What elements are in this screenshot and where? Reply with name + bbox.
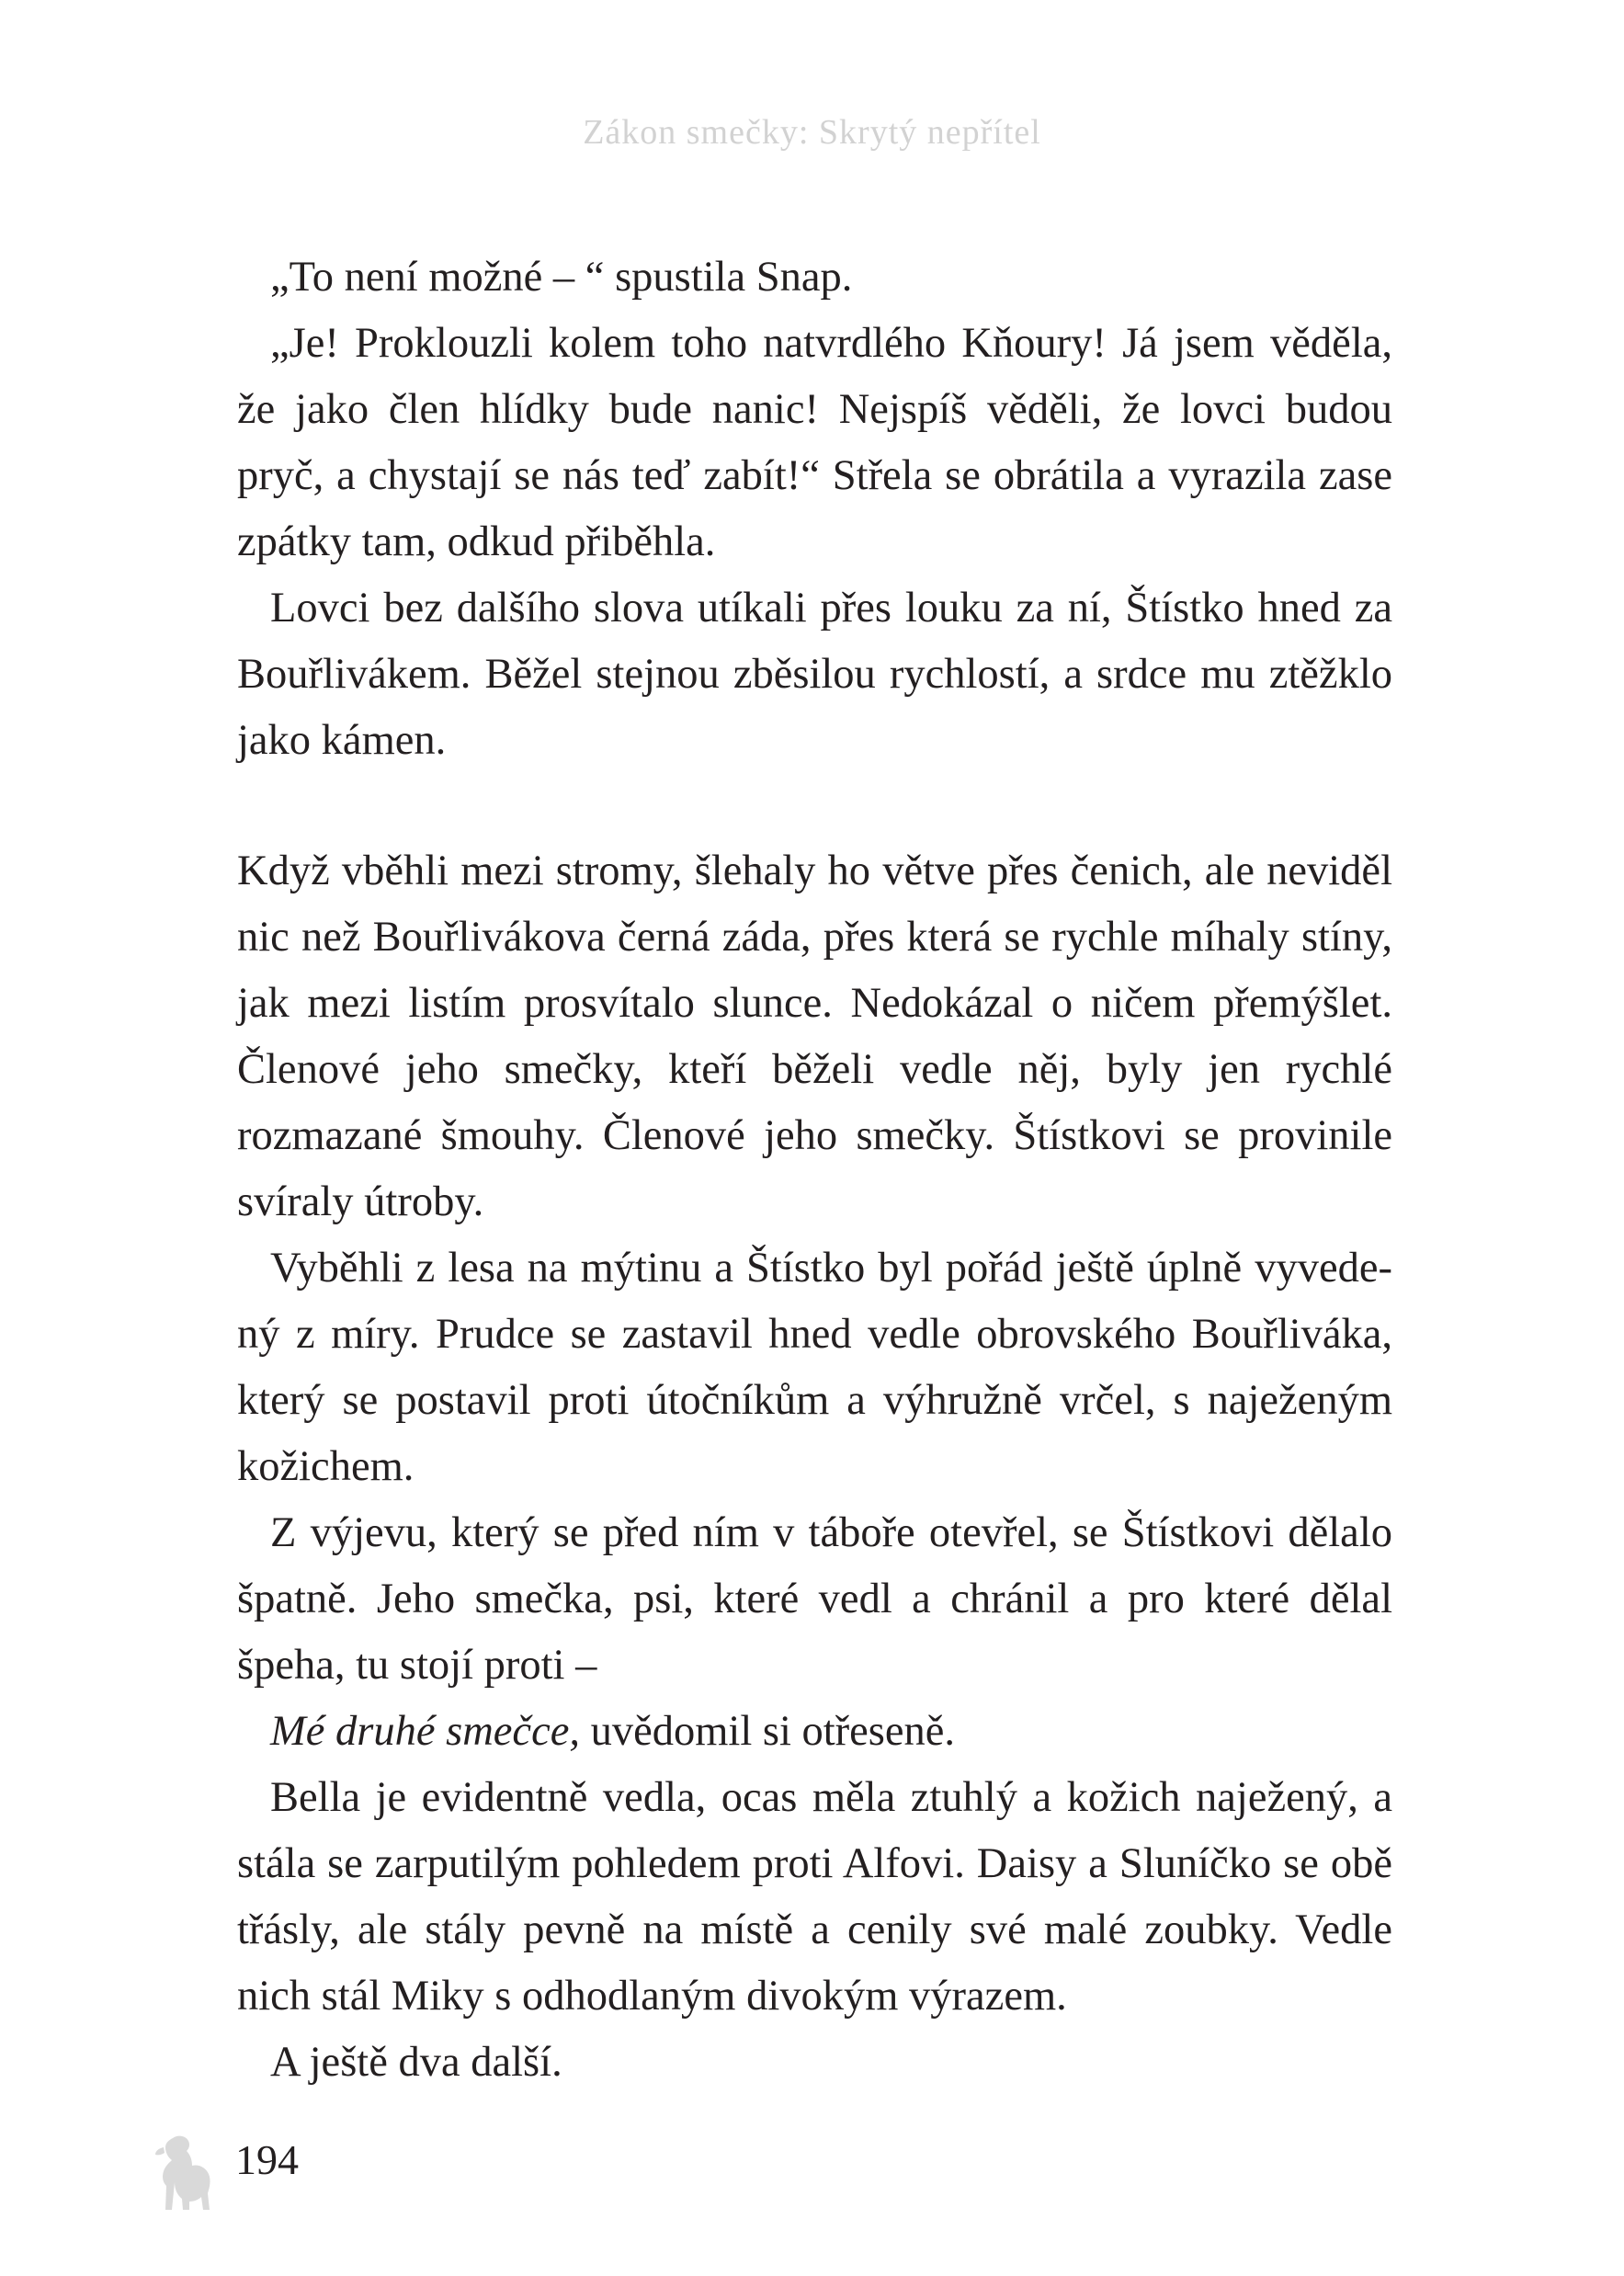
paragraph: Lovci bez dalšího slova utíkali přes louku za ní, Štístko hned za Bouřlivákem. Běžel stejnou zběsilou rychlostí, a srdce mu ztěžklo jako kámen.	[237, 585, 1392, 764]
italic-paragraph	[237, 1699, 1392, 1765]
paragraph-text: uvědomil si otřeseně.	[579, 1708, 956, 1755]
paragraph: A ještě dva další.	[270, 2039, 562, 2086]
paragraph: „Je! Proklouzli kolem toho natvrdlého Kňoury! Já jsem věděla, že jako člen hlídky bude nanic! Nejspíš věděli, že lovci budou pryč, a chystají se nás teď zabít!“ Střela se obrátila a vyrazila zase zpátky tam, odkud přiběhla.	[237, 320, 1392, 565]
text-section-2	[237, 838, 1392, 2096]
italic-text: Mé druhé smečce,	[270, 1708, 580, 1755]
paragraph: Bella je evidentně vedla, ocas měla ztuhlý a kožich naježený, a stála se zarputilým pohledem proti Alfovi. Daisy a Sluníčko se obě třásly, ale stály pevně na místě a cenily své malé zoubky. Vedle nich stál Miky s odhodlaným divokým výrazem.	[237, 1774, 1392, 2020]
page-number: 194	[235, 2136, 299, 2183]
text-section-1	[237, 245, 1392, 774]
page-footer	[147, 2133, 331, 2215]
paragraph: Vyběhli z lesa na mýtinu a Štístko byl pořád ještě úplně vyvedený z míry. Prudce se zastavil hned vedle obrovského Bouřliváka, který se postavil proti útočníkům a výhružně vrčel, s naježeným kožichem.	[237, 1245, 1392, 1490]
paragraph: „To není možné – “ spustila Snap.	[270, 254, 853, 301]
paragraph: Z výjevu, který se před ním v táboře otevřel, se Štístkovi dělalo špatně. Jeho smečka, psi, které vedl a chránil a pro které dělal špeha, tu stojí proti –	[237, 1509, 1392, 1689]
paragraph: Když vběhli mezi stromy, šlehaly ho větve přes čenich, ale neviděl nic než Bouřlivákova černá záda, přes která se rychle míhaly stíny, jak mezi listím prosvítalo slunce. Nedokázal o ničem přemýšlet. Členové jeho smečky, kteří běželi vedle něj, byly jen rychlé rozmazané šmouhy. Členové jeho smečky. Štístkovi se provinile svíraly útroby.	[237, 848, 1392, 1225]
dog-silhouette-icon	[147, 2133, 221, 2213]
running-header: Zákon smečky: Skrytý nepřítel	[583, 113, 1041, 152]
